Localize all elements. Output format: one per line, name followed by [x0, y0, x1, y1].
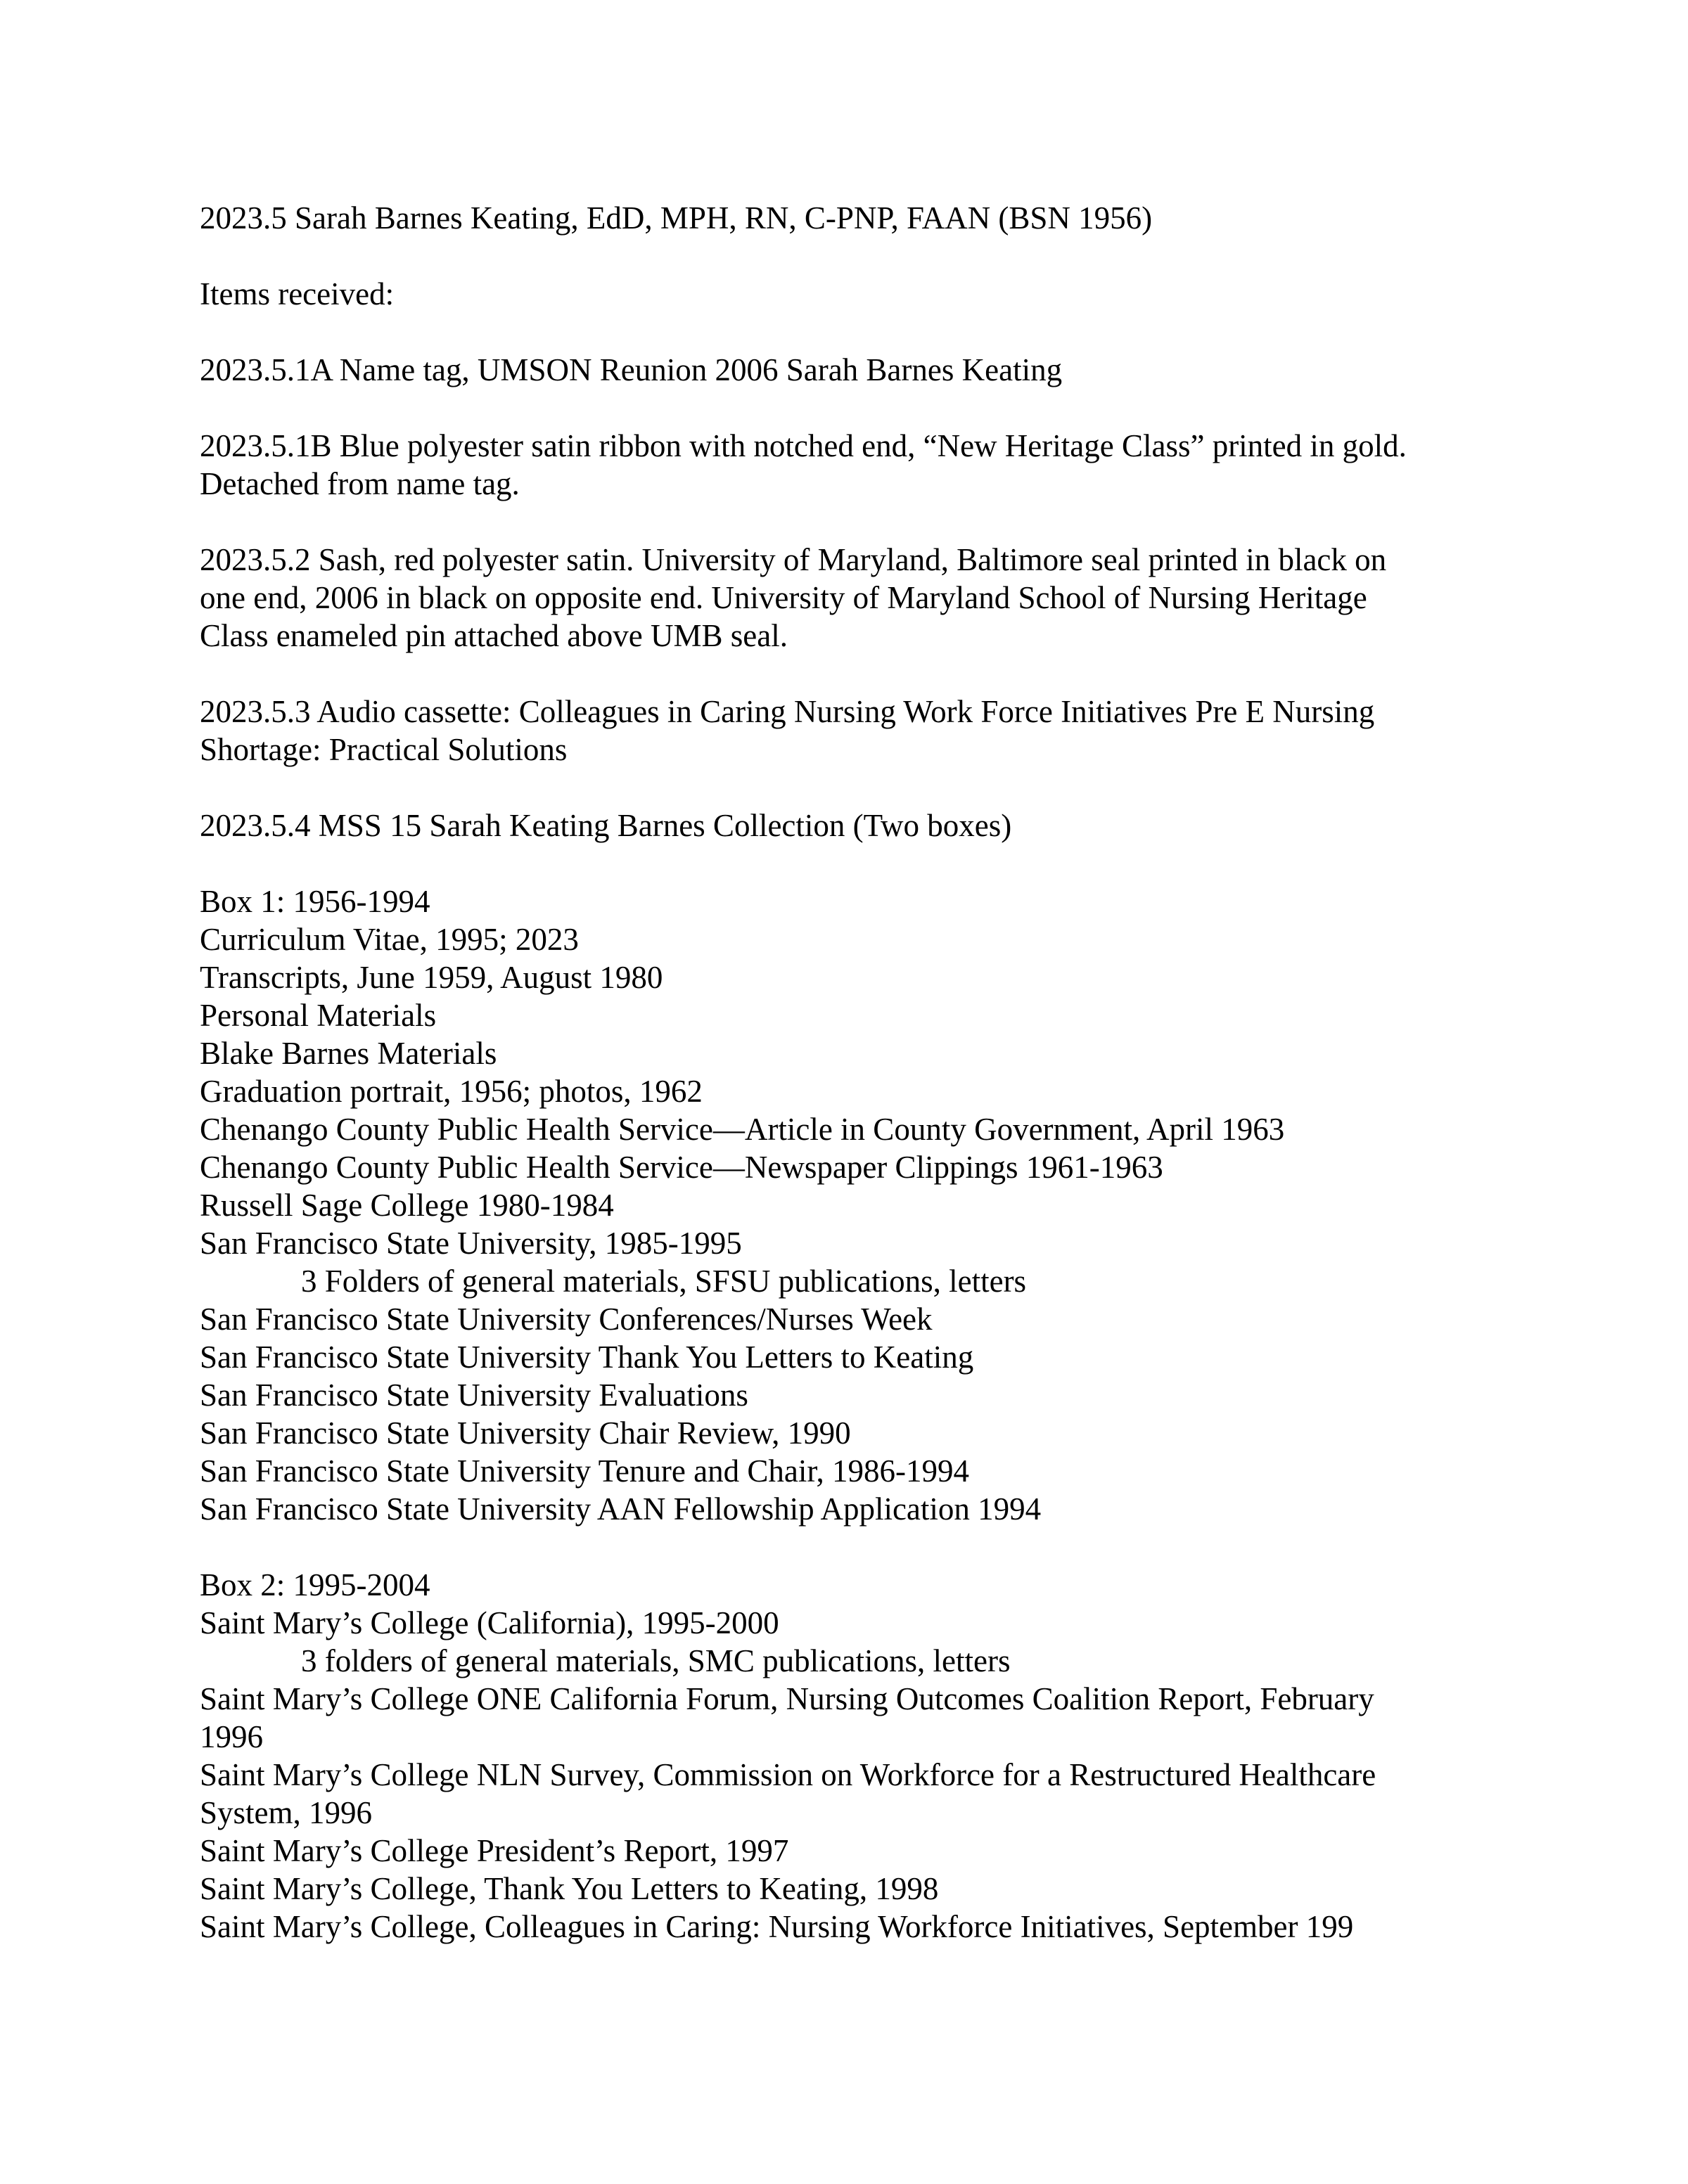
list-item: Russell Sage College 1980-1984: [200, 1188, 614, 1223]
list-item: Chenango County Public Health Service—Article in County Government, April 1963: [200, 1112, 1285, 1147]
list-item: Graduation portrait, 1956; photos, 1962: [200, 1074, 703, 1109]
list-item: Saint Mary’s College President’s Report, 1997: [200, 1833, 789, 1868]
item-2023-5-2: [200, 541, 1494, 655]
item-text-line: 2023.5.3 Audio cassette: Colleagues in Caring Nursing Work Force Initiatives Pre E Nursing: [200, 694, 1375, 729]
list-item: San Francisco State University Conferences/Nurses Week: [200, 1302, 933, 1337]
item-text: 2023.5.4 MSS 15 Sarah Keating Barnes Collection (Two boxes): [200, 808, 1012, 843]
item-text-line: Shortage: Practical Solutions: [200, 732, 568, 767]
list-item: San Francisco State University Tenure and Chair, 1986-1994: [200, 1453, 969, 1489]
item-text-line: one end, 2006 in black on opposite end. University of Maryland School of Nursing Heritage: [200, 580, 1367, 615]
box-2-heading: Box 2: 1995-2004: [200, 1567, 430, 1602]
list-item: Transcripts, June 1959, August 1980: [200, 960, 663, 995]
list-item: San Francisco State University Thank You Letters to Keating: [200, 1340, 974, 1375]
box-1-list: [200, 882, 1494, 1528]
accession-title: [200, 199, 1494, 237]
list-item-indented: 3 folders of general materials, SMC publications, letters: [301, 1643, 1011, 1678]
list-item: San Francisco State University Evaluations: [200, 1377, 748, 1413]
item-2023-5-3: [200, 693, 1494, 769]
list-item: Personal Materials: [200, 998, 437, 1033]
list-item: Saint Mary’s College (California), 1995-2000: [200, 1605, 779, 1640]
list-item: San Francisco State University AAN Fellowship Application 1994: [200, 1491, 1042, 1527]
list-item: Chenango County Public Health Service—Newspaper Clippings 1961-1963: [200, 1150, 1163, 1185]
list-item: Saint Mary’s College, Colleagues in Caring: Nursing Workforce Initiatives, September 199: [200, 1909, 1354, 1944]
list-item: System, 1996: [200, 1795, 373, 1830]
item-text-line: Class enameled pin attached above UMB seal.: [200, 618, 788, 653]
items-received-label: [200, 275, 1494, 313]
list-item: 1996: [200, 1719, 263, 1754]
items-received-text: Items received:: [200, 276, 395, 311]
item-text-line: Detached from name tag.: [200, 466, 520, 501]
item-text-line: 2023.5.1B Blue polyester satin ribbon with notched end, “New Heritage Class” printed in gold.: [200, 428, 1407, 463]
list-item: Saint Mary’s College ONE California Forum, Nursing Outcomes Coalition Report, February: [200, 1681, 1374, 1716]
list-item: Blake Barnes Materials: [200, 1036, 497, 1071]
item-text: 2023.5.1A Name tag, UMSON Reunion 2006 Sarah Barnes Keating: [200, 352, 1063, 387]
item-2023-5-1b: [200, 427, 1494, 503]
list-item: Saint Mary’s College NLN Survey, Commission on Workforce for a Restructured Healthcare: [200, 1757, 1376, 1792]
list-item: Saint Mary’s College, Thank You Letters to Keating, 1998: [200, 1871, 939, 1906]
box-2-list: [200, 1566, 1494, 1946]
item-2023-5-1a: [200, 351, 1494, 389]
box-1-heading: Box 1: 1956-1994: [200, 884, 430, 919]
list-item: Curriculum Vitae, 1995; 2023: [200, 922, 579, 957]
accession-title-text: 2023.5 Sarah Barnes Keating, EdD, MPH, RN, C-PNP, FAAN (BSN 1956): [200, 200, 1153, 236]
list-item: San Francisco State University Chair Review, 1990: [200, 1415, 851, 1451]
document-body: [200, 199, 1494, 1984]
list-item: San Francisco State University, 1985-1995: [200, 1226, 742, 1261]
item-2023-5-4: [200, 807, 1494, 844]
list-item-indented: 3 Folders of general materials, SFSU publications, letters: [301, 1264, 1027, 1299]
item-text-line: 2023.5.2 Sash, red polyester satin. University of Maryland, Baltimore seal printed in black on: [200, 542, 1387, 577]
